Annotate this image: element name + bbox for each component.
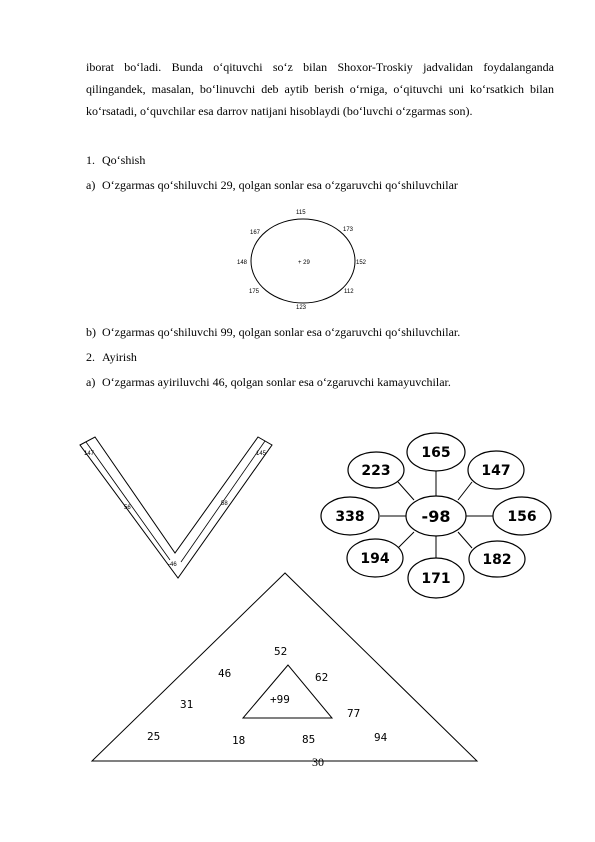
wheel-node-label: 165 xyxy=(421,445,451,461)
v-number: -46 xyxy=(168,562,177,568)
circle-number: 175 xyxy=(249,289,260,295)
wheel-node-label: 223 xyxy=(361,463,391,479)
circle-number: 148 xyxy=(237,260,248,266)
item-text: Qo‘shish xyxy=(102,153,146,167)
triangle-number: 31 xyxy=(180,698,194,711)
triangle-number: 46 xyxy=(218,667,232,680)
wheel-node-label: 182 xyxy=(482,552,512,568)
item-marker: a) xyxy=(86,375,96,389)
v-number: 147 xyxy=(84,451,95,457)
wheel-node-label: 156 xyxy=(507,509,537,525)
item-text: O‘zgarmas qo‘shiluvchi 99, qolgan sonlar esa o‘zgaruvchi qo‘shiluvchilar. xyxy=(102,325,461,339)
wheel-node-label: 171 xyxy=(421,571,451,587)
circle-number: 123 xyxy=(296,305,307,311)
page-number: 30 xyxy=(312,755,324,769)
item-text: O‘zgarmas qo‘shiluvchi 29, qolgan sonlar esa o‘zgaruvchi qo‘shiluvchilar xyxy=(102,178,458,192)
wheel-center-label: -98 xyxy=(421,507,451,526)
v-number: 58 xyxy=(221,501,228,507)
triangle-number: 25 xyxy=(147,730,161,743)
circle-number: 115 xyxy=(296,210,306,216)
item-text: Ayirish xyxy=(102,350,137,364)
triangle-number: 94 xyxy=(374,731,388,744)
item-marker: b) xyxy=(86,325,96,339)
triangle-number: 62 xyxy=(315,671,329,684)
circle-number: 167 xyxy=(250,230,261,236)
inner-label: +99 xyxy=(270,693,290,706)
circle-center: + 29 xyxy=(298,260,310,266)
item-marker: 2. xyxy=(86,350,95,364)
triangle-number: 52 xyxy=(274,645,288,658)
intro-paragraph: iborat bo‘ladi. Bunda o‘qituvchi so‘z bilan Shoxor-Troskiy jadvalidan foydalanganda qilingandek, masalan, bo‘linuvchi deb aytib berish o‘rniga, o‘qituvchi uni ko‘rsatkich bilan ko‘rsatadi, o‘quvchilar esa darrov natijani hisoblaydi (bo‘luvchi o‘zgarmas son). xyxy=(86,60,554,118)
wheel-node-label: 147 xyxy=(481,463,511,479)
triangle-number: 18 xyxy=(232,734,246,747)
item-marker: 1. xyxy=(86,153,95,167)
v-number: 56 xyxy=(124,505,131,511)
circle-number: 112 xyxy=(344,289,354,295)
v-number: 145 xyxy=(256,451,267,457)
item-text: O‘zgarmas ayiriluvchi 46, qolgan sonlar esa o‘zgaruvchi kamayuvchilar. xyxy=(102,375,451,389)
triangle-number: 85 xyxy=(302,733,316,746)
circle-number: 173 xyxy=(343,227,354,233)
wheel-node-label: 194 xyxy=(360,551,390,567)
triangle-number: 77 xyxy=(347,707,361,720)
circle-number: 152 xyxy=(356,260,367,266)
item-marker: a) xyxy=(86,178,96,192)
wheel-node-label: 338 xyxy=(335,509,365,525)
